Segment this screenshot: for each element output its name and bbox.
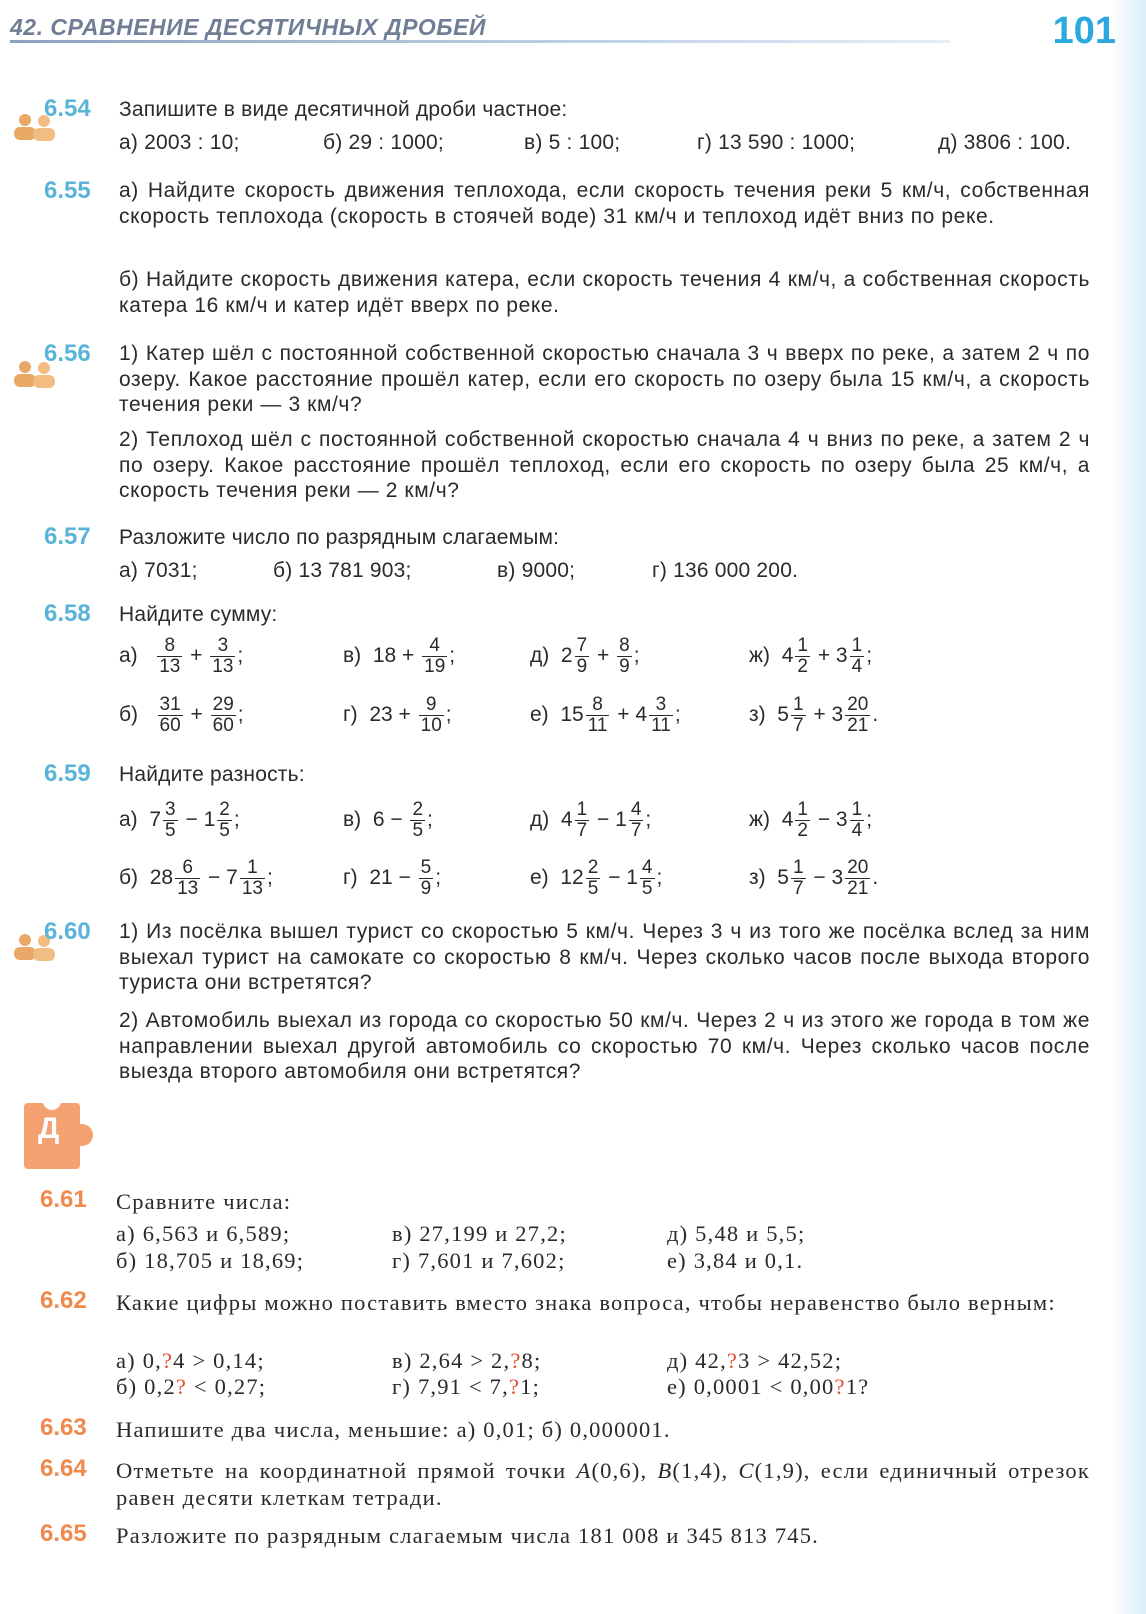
list-item: а) 2003 : 10; (119, 131, 240, 154)
sum-expression: д) 2 $\frac{7}{9}$ + $\frac{8}{9}$ ; (530, 635, 640, 677)
sum-expression: а) $\frac{8}{13}$ + $\frac{3}{13}$ ; (119, 635, 244, 677)
problem-number: 6.60 (44, 918, 91, 945)
list-item: в) 27,199 и 27,2; (392, 1221, 567, 1246)
list-item: а) 7031; (119, 559, 198, 582)
list-item: е) 3,84 и 0,1. (667, 1248, 804, 1273)
problem-number: 6.54 (44, 95, 91, 122)
list-item: д) 5,48 и 5,5; (667, 1221, 806, 1246)
difference-expression: б) 28 $\frac{6}{13}$ − 7 $\frac{1}{13}$ ; (119, 857, 273, 899)
sum-expression: ж) 4 $\frac{1}{2}$ + 3 $\frac{1}{4}$ ; (749, 635, 873, 677)
sum-expression: в) 18 + $\frac{4}{19}$ ; (343, 635, 456, 677)
difference-expression: д) 4 $\frac{1}{7}$ − 1 $\frac{4}{7}$ ; (530, 799, 652, 841)
list-item: б) 13 781 903; (273, 559, 412, 582)
problem-text: б) Найдите скорость движения катера, если скорость течения 4 км/ч, а собственная скорость катера 16 км/ч и катер идёт вверх по реке. (119, 268, 1090, 317)
problem-text: 1) Из посёлка вышел турист со скоростью 5 км/ч. Через 3 ч из того же посёлка вслед за ним выехал турист на самокате со скоростью 8 км/ч. Через сколько часов после выхода второго туриста они встретятся? (119, 920, 1090, 994)
problem-number: 6.61 (40, 1186, 87, 1213)
difference-expression: в) 6 − $\frac{2}{5}$ ; (343, 799, 433, 841)
list-item: в) 5 : 100; (524, 131, 621, 154)
problem-number: 6.59 (44, 760, 91, 787)
badge-letter: Д (38, 1112, 60, 1145)
list-item: б) 29 : 1000; (323, 131, 444, 154)
difference-expression: г) 21 − $\frac{5}{9}$ ; (343, 857, 442, 899)
problem-text: а) Найдите скорость движения теплохода, если скорость течения реки 5 км/ч, собственная скорость теплохода (скорость в стоячей воде) 31 км/ч и теплоход идёт вниз по реке. (119, 179, 1090, 228)
difference-expression: з) 5 $\frac{1}{7}$ − 3 $\frac{20}{21}$ . (749, 857, 879, 899)
page-number: 101 (1052, 10, 1116, 52)
sum-expression: б) $\frac{31}{60}$ + $\frac{29}{60}$ ; (119, 694, 244, 736)
problem-text: Отметьте на координатной прямой точки A(0,6), B(1,4), C(1,9), если единичный отрезок равен десяти клеткам тетради. (116, 1458, 1090, 1510)
header-underline (10, 40, 950, 43)
list-item: б) 18,705 и 18,69; (116, 1248, 305, 1273)
problem-number: 6.58 (44, 600, 91, 627)
sum-expression: з) 5 $\frac{1}{7}$ + 3 $\frac{20}{21}$ . (749, 694, 879, 736)
inequality: б) 0,2? < 0,27; (116, 1374, 267, 1399)
section-title: 42. СРАВНЕНИЕ ДЕСЯТИЧНЫХ ДРОБЕЙ (10, 14, 486, 40)
list-item: а) 6,563 и 6,589; (116, 1221, 291, 1246)
list-item: г) 136 000 200. (652, 559, 799, 582)
problem-text: Какие цифры можно поставить вместо знака вопроса, чтобы неравенство было верным: (116, 1290, 1056, 1315)
problem-text: Напишите два числа, меньшие: а) 0,01; б) 0,000001. (116, 1417, 671, 1442)
problem-number: 6.56 (44, 340, 91, 367)
problem-text: 2) Теплоход шёл с постоянной собственной скоростью сначала 4 ч вниз по реке, а затем 2 ч по озеру. Какое расстояние прошёл теплоход, если его скорость по озеру была 25 км/ч, а скорость течения реки — 2 км/ч? (119, 428, 1090, 502)
sum-expression: е) 15 $\frac{8}{11}$ + 4 $\frac{3}{11}$ ; (530, 694, 681, 736)
inequality: в) 2,64 > 2,?8; (392, 1348, 542, 1373)
problem-text: 2) Автомобиль выехал из города со скоростью 50 км/ч. Через 2 ч из этого же города в том же направлении выехал другой автомобиль со скоростью 70 км/ч. Через сколько часов после выезда второго автомобиля они встретятся? (119, 1009, 1090, 1083)
difference-expression: а) 7 $\frac{3}{5}$ − 1 $\frac{2}{5}$ ; (119, 799, 240, 841)
problem-number: 6.62 (40, 1287, 87, 1314)
list-item: д) 3806 : 100. (938, 131, 1071, 154)
difference-expression: ж) 4 $\frac{1}{2}$ − 3 $\frac{1}{4}$ ; (749, 799, 873, 841)
list-item: г) 7,601 и 7,602; (392, 1248, 566, 1273)
problem-number: 6.65 (40, 1520, 87, 1547)
problem-text: Найдите сумму: (119, 603, 278, 626)
problem-number: 6.64 (40, 1455, 87, 1482)
problem-text: Разложите по разрядным слагаемым числа 181 008 и 345 813 745. (116, 1523, 819, 1548)
inequality: г) 7,91 < 7,?1; (392, 1374, 541, 1399)
problem-number: 6.57 (44, 523, 91, 550)
problem-text: Сравните числа: (116, 1189, 292, 1214)
sum-expression: г) 23 + $\frac{9}{10}$ ; (343, 694, 452, 736)
inequality: д) 42,?3 > 42,52; (667, 1348, 843, 1373)
problem-number: 6.63 (40, 1414, 87, 1441)
difference-expression: е) 12 $\frac{2}{5}$ − 1 $\frac{4}{5}$ ; (530, 857, 663, 899)
problem-number: 6.55 (44, 177, 91, 204)
problem-text: 1) Катер шёл с постоянной собственной скоростью сначала 3 ч вверх по реке, а затем 2 ч по озеру. Какое расстояние прошёл катер, если его скорость по озеру была 15 км/ч, а скорость течения реки — 3 км/ч? (119, 342, 1090, 416)
problem-text: Запишите в виде десятичной дроби частное: (119, 98, 568, 121)
list-item: г) 13 590 : 1000; (697, 131, 856, 154)
inequality: е) 0,0001 < 0,00?1? (667, 1374, 870, 1399)
page-edge-shade (1110, 0, 1146, 1614)
problem-text: Разложите число по разрядным слагаемым: (119, 526, 560, 549)
inequality: а) 0,?4 > 0,14; (116, 1348, 265, 1373)
problem-text: Найдите разность: (119, 763, 305, 786)
list-item: в) 9000; (497, 559, 576, 582)
